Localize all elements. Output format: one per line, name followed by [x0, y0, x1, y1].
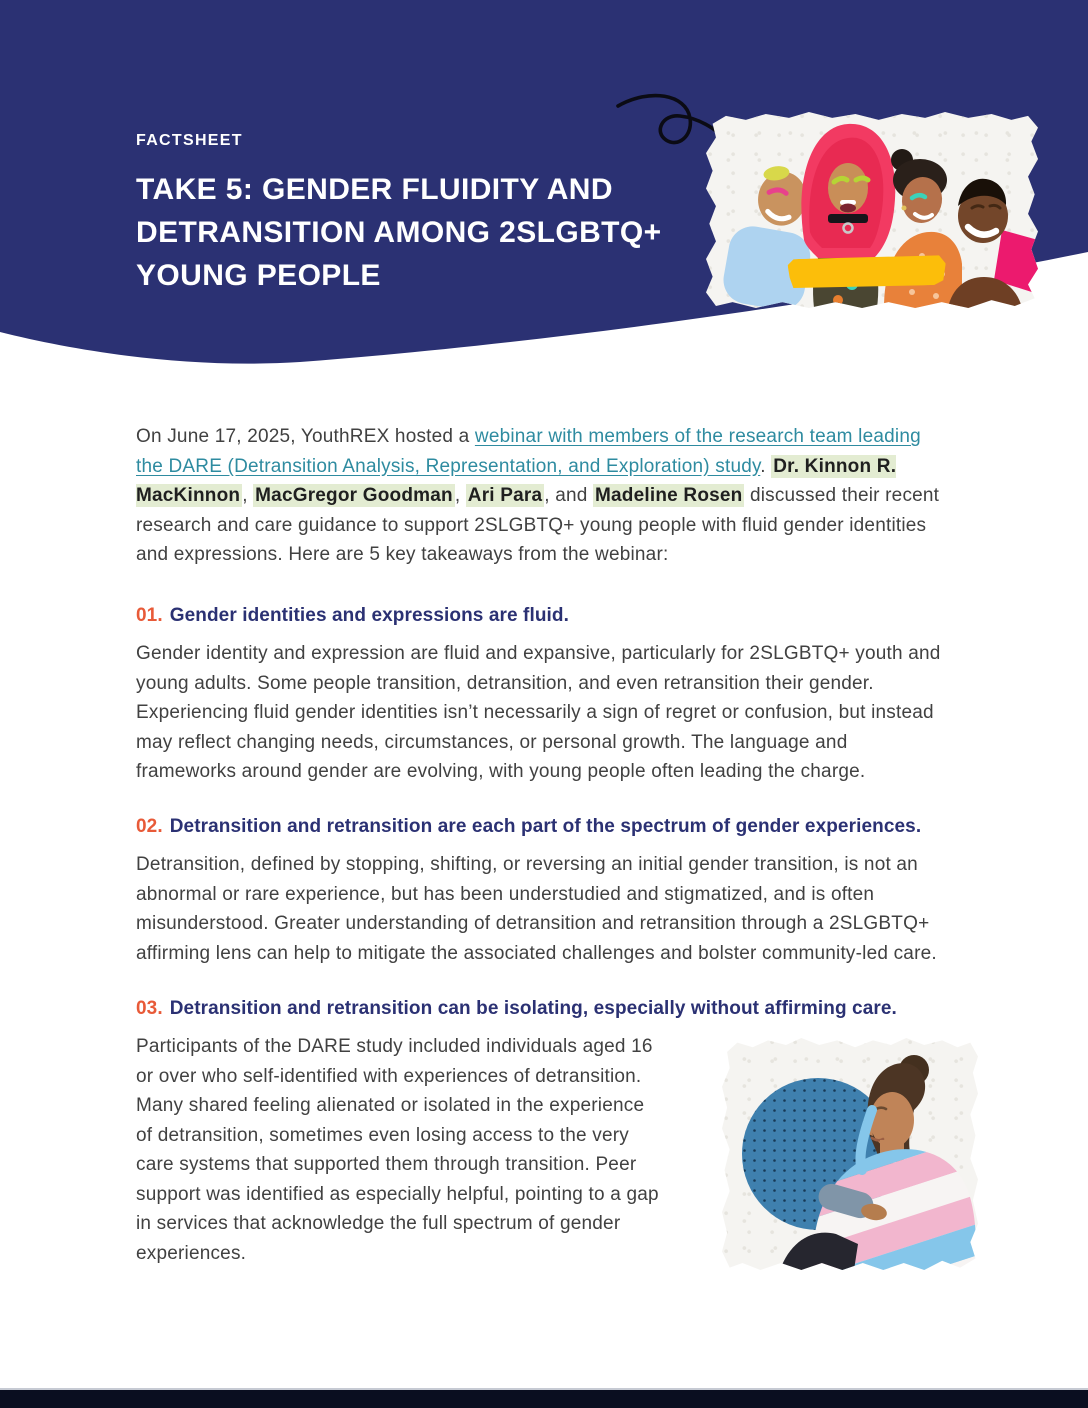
trans-flag-photo — [722, 1038, 978, 1270]
section-02-heading-text: Detransition and retransition are each part of the spectrum of gender experiences. — [169, 816, 922, 837]
webinar-link[interactable]: webinar with members of the research team leading the DARE (Detransition Analysis, Representation, and Exploration) study — [136, 426, 921, 477]
page-title-line-1: TAKE 5: GENDER FLUIDITY AND — [136, 173, 613, 206]
intro-text-2: . — [760, 455, 772, 477]
section-03-heading-text: Detransition and retransition can be isolating, especially without affirming care. — [169, 998, 897, 1019]
intro-text-3: discussed their recent research and care guidance to support 2SLGBTQ+ young people with fluid gender identities and expressions. Here are 5 key takeaways from the webinar: — [136, 485, 940, 565]
researcher-name-2: MacGregor Goodman — [255, 485, 453, 506]
researcher-name-3: Ari Para — [467, 485, 543, 506]
section-01-heading — [136, 605, 569, 627]
footer-bar — [0, 1388, 1088, 1408]
section-03-number: 03. — [136, 998, 163, 1019]
section-03-heading — [136, 998, 897, 1020]
section-01-number: 01. — [136, 605, 163, 626]
section-03-body: Participants of the DARE study included individuals aged 16 or over who self-identified with experiences of detransition. Many shared feeling alienated or isolated in the experience of detransition, sometimes even losing access to the very care systems that supported them through transition. Peer support was identified as especially helpful, pointing to a gap in services that acknowledge the full spectrum of gender experiences. — [136, 1036, 659, 1264]
page-title-line-3: YOUNG PEOPLE — [136, 259, 381, 292]
trans-flag-photo-illustration — [722, 1038, 978, 1270]
section-02-heading — [136, 816, 921, 838]
section-02-body: Detransition, defined by stopping, shifting, or reversing an initial gender transition, is not an abnormal or rare experience, but has been understudied and stigmatized, and is often misunderstood. Greater understanding of detransition and retransition through a 2SLGBTQ+ affirming lens can help to mitigate the associated challenges and bolster community-led care. — [136, 854, 937, 964]
researcher-name-1: Dr. Kinnon R. MacKinnon — [136, 455, 897, 506]
section-02-number: 02. — [136, 816, 163, 837]
page-title-line-2: DETRANSITION AMONG 2SLGBTQ+ — [136, 216, 662, 249]
section-01-heading-text: Gender identities and expressions are fluid. — [169, 605, 570, 626]
section-01-body: Gender identity and expression are fluid and expansive, particularly for 2SLGBTQ+ youth and young adults. Some people transition, detransition, and even retransition their gender. Experiencing fluid gender identities isn’t necessarily a sign of regret or confusion, but instead may reflect changing needs, circumstances, or personal growth. The language and frameworks around gender are evolving, with young people often leading the charge. — [136, 643, 941, 782]
intro-paragraph — [136, 422, 942, 570]
name-separator-3: , and — [544, 485, 594, 506]
researcher-name-4: Madeline Rosen — [595, 485, 743, 506]
kicker-label: FACTSHEET — [136, 132, 243, 149]
name-separator-2: , — [454, 485, 466, 506]
page-title — [136, 168, 662, 297]
name-separator-1: , — [242, 485, 254, 506]
intro-text-1: On June 17, 2025, YouthREX hosted a — [136, 426, 475, 447]
group-photo — [706, 112, 1038, 308]
